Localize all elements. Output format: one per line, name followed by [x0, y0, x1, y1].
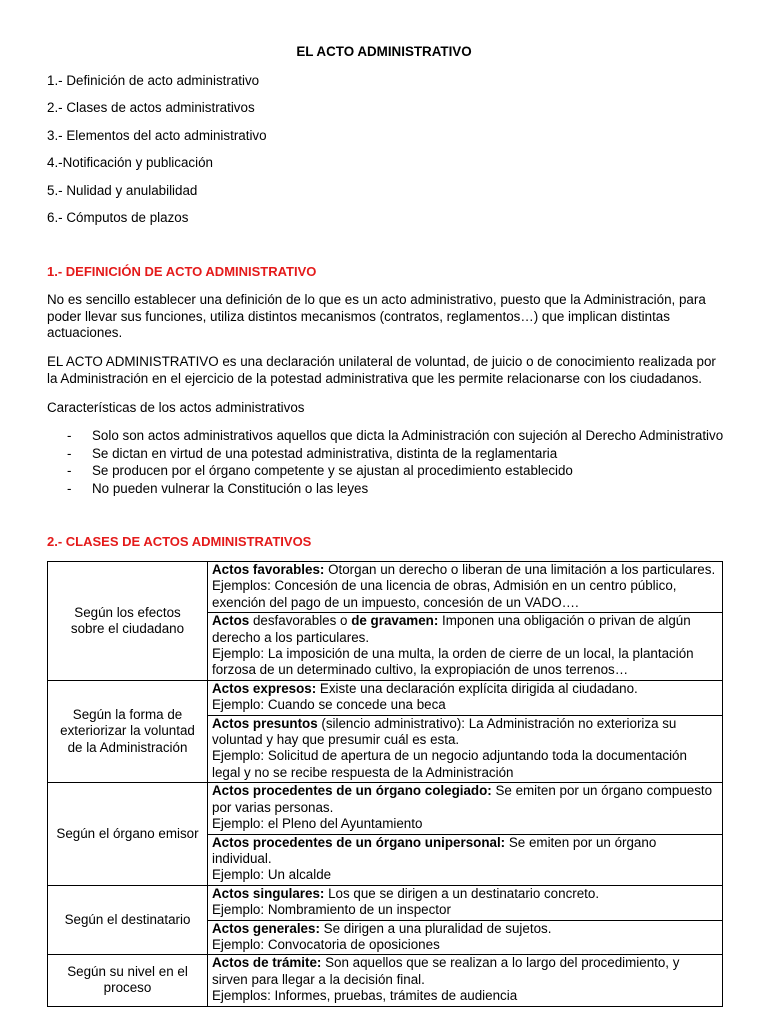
- definition-cell: Actos favorables: Otorgan un derecho o liberan de una limitación a los particulares. Ejemplos: Concesión de una licencia de obras, Admisión en un centro público, exención del pago de un impuesto, concesión de un VADO….: [208, 562, 723, 613]
- toc-item-3: 3.- Elementos del acto administrativo: [47, 127, 267, 143]
- list-item: - Se producen por el órgano competente y se ajustan al procedimiento establecido: [67, 463, 573, 479]
- bullet-dash: -: [67, 445, 72, 461]
- definition-cell: Actos de trámite: Son aquellos que se realizan a lo largo del procedimiento, y sirven para llegar a la decisión final. Ejemplos: Informes, pruebas, trámites de audiencia: [208, 955, 723, 1006]
- definition-cell: Actos presuntos (silencio administrativo): La Administración no exterioriza su voluntad y hay que presumir cuál es esta. Ejemplo: Solicitud de apertura de un negocio adjuntando toda la documentación legal y no se recibe respuesta de la Administración: [208, 715, 723, 783]
- table-row: [48, 680, 723, 715]
- section-1-heading: 1.- DEFINICIÓN DE ACTO ADMINISTRATIVO: [47, 264, 317, 279]
- characteristics-list: [67, 427, 723, 497]
- classes-table: [47, 561, 723, 1007]
- section-1-paragraph-1: No es sencillo establecer una definición de lo que es un acto administrativo, puesto que la Administración, para poder llevar sus funciones, utiliza distintos mecanismos (contratos, reglamentos…) que implican distintas actuaciones.: [47, 292, 706, 341]
- section-2-heading: 2.- CLASES DE ACTOS ADMINISTRATIVOS: [47, 534, 312, 549]
- definition-cell: Actos desfavorables o de gravamen: Imponen una obligación o privan de algún derecho a los particulares. Ejemplo: La imposición de una multa, la orden de cierre de un local, la plantación forzosa de un determinado cultivo, la expropiación de unos terrenos…: [208, 613, 723, 681]
- category-cell: Según su nivel en el proceso: [48, 955, 208, 1006]
- section-1-paragraph-2: EL ACTO ADMINISTRATIVO es una declaración unilateral de voluntad, de juicio o de conocimiento realizada por la Administración en el ejercicio de la potestad administrativa que les permite relacionarse con los ciudadanos.: [47, 354, 716, 386]
- toc-item-2: 2.- Clases de actos administrativos: [47, 100, 255, 116]
- toc-item-6: 6.- Cómputos de plazos: [47, 209, 189, 225]
- toc-item-1: 1.- Definición de acto administrativo: [47, 73, 260, 88]
- list-item: - No pueden vulnerar la Constitución o las leyes: [67, 480, 369, 496]
- definition-cell: Actos singulares: Los que se dirigen a un destinatario concreto. Ejemplo: Nombramiento de un inspector: [208, 885, 723, 920]
- definition-cell: Actos expresos: Existe una declaración explícita dirigida al ciudadano. Ejemplo: Cuando se concede una beca: [208, 680, 723, 715]
- document-title: EL ACTO ADMINISTRATIVO: [296, 44, 472, 59]
- toc-item-4: 4.-Notificación y publicación: [47, 155, 213, 171]
- category-cell: Según el destinatario: [48, 885, 208, 955]
- list-item: - Solo son actos administrativos aquellos que dicta la Administración con sujeción al Derecho Administrativo: [67, 428, 724, 443]
- category-cell: Según la forma de exteriorizar la voluntad de la Administración: [48, 680, 208, 782]
- table-row: [48, 562, 723, 613]
- bullet-dash: -: [67, 480, 72, 496]
- category-cell: Según el órgano emisor: [48, 783, 208, 885]
- bullet-dash: -: [67, 428, 72, 443]
- characteristics-intro: Características de los actos administrativos: [47, 400, 305, 415]
- definition-cell: Actos procedentes de un órgano colegiado: Se emiten por un órgano compuesto por varias personas. Ejemplo: el Pleno del Ayuntamiento: [208, 783, 723, 834]
- definition-cell: Actos procedentes de un órgano unipersonal: Se emiten por un órgano individual. Ejemplo: Un alcalde: [208, 834, 723, 885]
- category-cell: Según los efectos sobre el ciudadano: [48, 562, 208, 681]
- definition-cell: Actos generales: Se dirigen a una pluralidad de sujetos. Ejemplo: Convocatoria de oposiciones: [208, 920, 723, 955]
- toc-item-5: 5.- Nulidad y anulabilidad: [47, 182, 198, 198]
- table-row: [48, 783, 723, 834]
- table-row: [48, 955, 723, 1006]
- table-of-contents: [47, 72, 267, 236]
- bullet-dash: -: [67, 463, 72, 479]
- table-row: [48, 885, 723, 920]
- list-item: - Se dictan en virtud de una potestad administrativa, distinta de la reglamentaria: [67, 445, 558, 461]
